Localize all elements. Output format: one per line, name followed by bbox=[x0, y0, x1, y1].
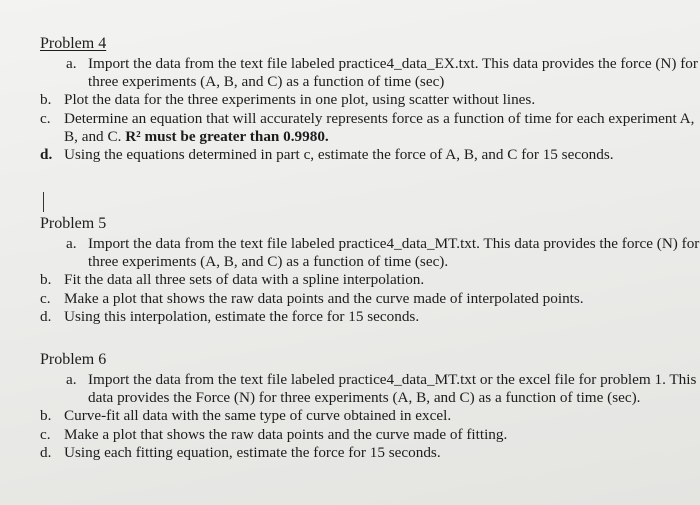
item-label: a. bbox=[66, 235, 77, 252]
item-label: d. bbox=[40, 443, 52, 461]
item-text: Import the data from the text file labeled practice4_data_MT.txt or the excel file for problem 1. This data provides the Force (N) for three experiments (A, B, and C) as a function of time (sec). bbox=[88, 371, 697, 407]
problem-4 bbox=[40, 34, 698, 164]
item-label: a. bbox=[66, 55, 77, 72]
problem-4-item-d bbox=[40, 146, 654, 164]
item-label: d. bbox=[40, 146, 53, 164]
problem-4-item-b bbox=[40, 91, 700, 109]
item-text: Make a plot that shows the raw data points and the curve made of interpolated points. bbox=[64, 289, 584, 307]
item-label: c. bbox=[40, 289, 51, 307]
item-label: c. bbox=[40, 425, 51, 443]
problem-5-item-a bbox=[66, 235, 700, 271]
item-text: Curve-fit all data with the same type of curve obtained in excel. bbox=[64, 407, 452, 425]
problem-4-item-a bbox=[66, 55, 700, 91]
item-text: Fit the data all three sets of data with a spline interpolation. bbox=[64, 271, 425, 289]
item-label: c. bbox=[40, 109, 51, 127]
item-text: Make a plot that shows the raw data points and the curve made of fitting. bbox=[64, 425, 508, 443]
item-label: d. bbox=[40, 307, 52, 325]
problem-5-item-b bbox=[40, 271, 700, 289]
problem-4-title: Problem 4 bbox=[40, 35, 107, 52]
problem-5-title: Problem 5 bbox=[40, 215, 107, 232]
problem-6-item-b bbox=[40, 407, 700, 425]
item-label: b. bbox=[40, 407, 52, 425]
item-label: a. bbox=[66, 371, 77, 388]
problem-6-item-c bbox=[40, 426, 700, 444]
problem-6-item-a bbox=[66, 371, 700, 407]
problem-6 bbox=[40, 350, 697, 462]
item-text: Using each fitting equation, estimate the force for 15 seconds. bbox=[64, 443, 441, 461]
item-text: Import the data from the text file labeled practice4_data_MT.txt. This data provides the force (N) for three experiments (A, B, and C) as a function of time (sec). bbox=[88, 235, 700, 271]
item-text: Determine an equation that will accurately represents force as a function of time for each experiment A, B, and C. bbox=[64, 109, 695, 145]
item-text: Using this interpolation, estimate the force for 15 seconds. bbox=[64, 307, 420, 325]
item-text: Import the data from the text file labeled practice4_data_EX.txt. This data provides the force (N) for three experiments (A, B, and C) as a function of time (sec) bbox=[88, 55, 698, 91]
problem-4-item-c bbox=[40, 110, 696, 146]
item-text-bold: R² must be greater than 0.9980. bbox=[125, 127, 329, 145]
problem-5 bbox=[40, 214, 700, 326]
item-text: Using the equations determined in part c, estimate the force of A, B, and C for 15 seconds. bbox=[64, 146, 614, 164]
item-text: Plot the data for the three experiments in one plot, using scatter without lines. bbox=[64, 91, 536, 109]
item-label: b. bbox=[40, 271, 52, 289]
problem-5-item-c bbox=[40, 290, 700, 308]
item-label: b. bbox=[40, 91, 52, 109]
text-cursor bbox=[43, 192, 44, 212]
problem-6-item-d bbox=[40, 444, 700, 462]
problem-5-item-d bbox=[40, 308, 700, 326]
problem-6-title: Problem 6 bbox=[40, 351, 107, 368]
